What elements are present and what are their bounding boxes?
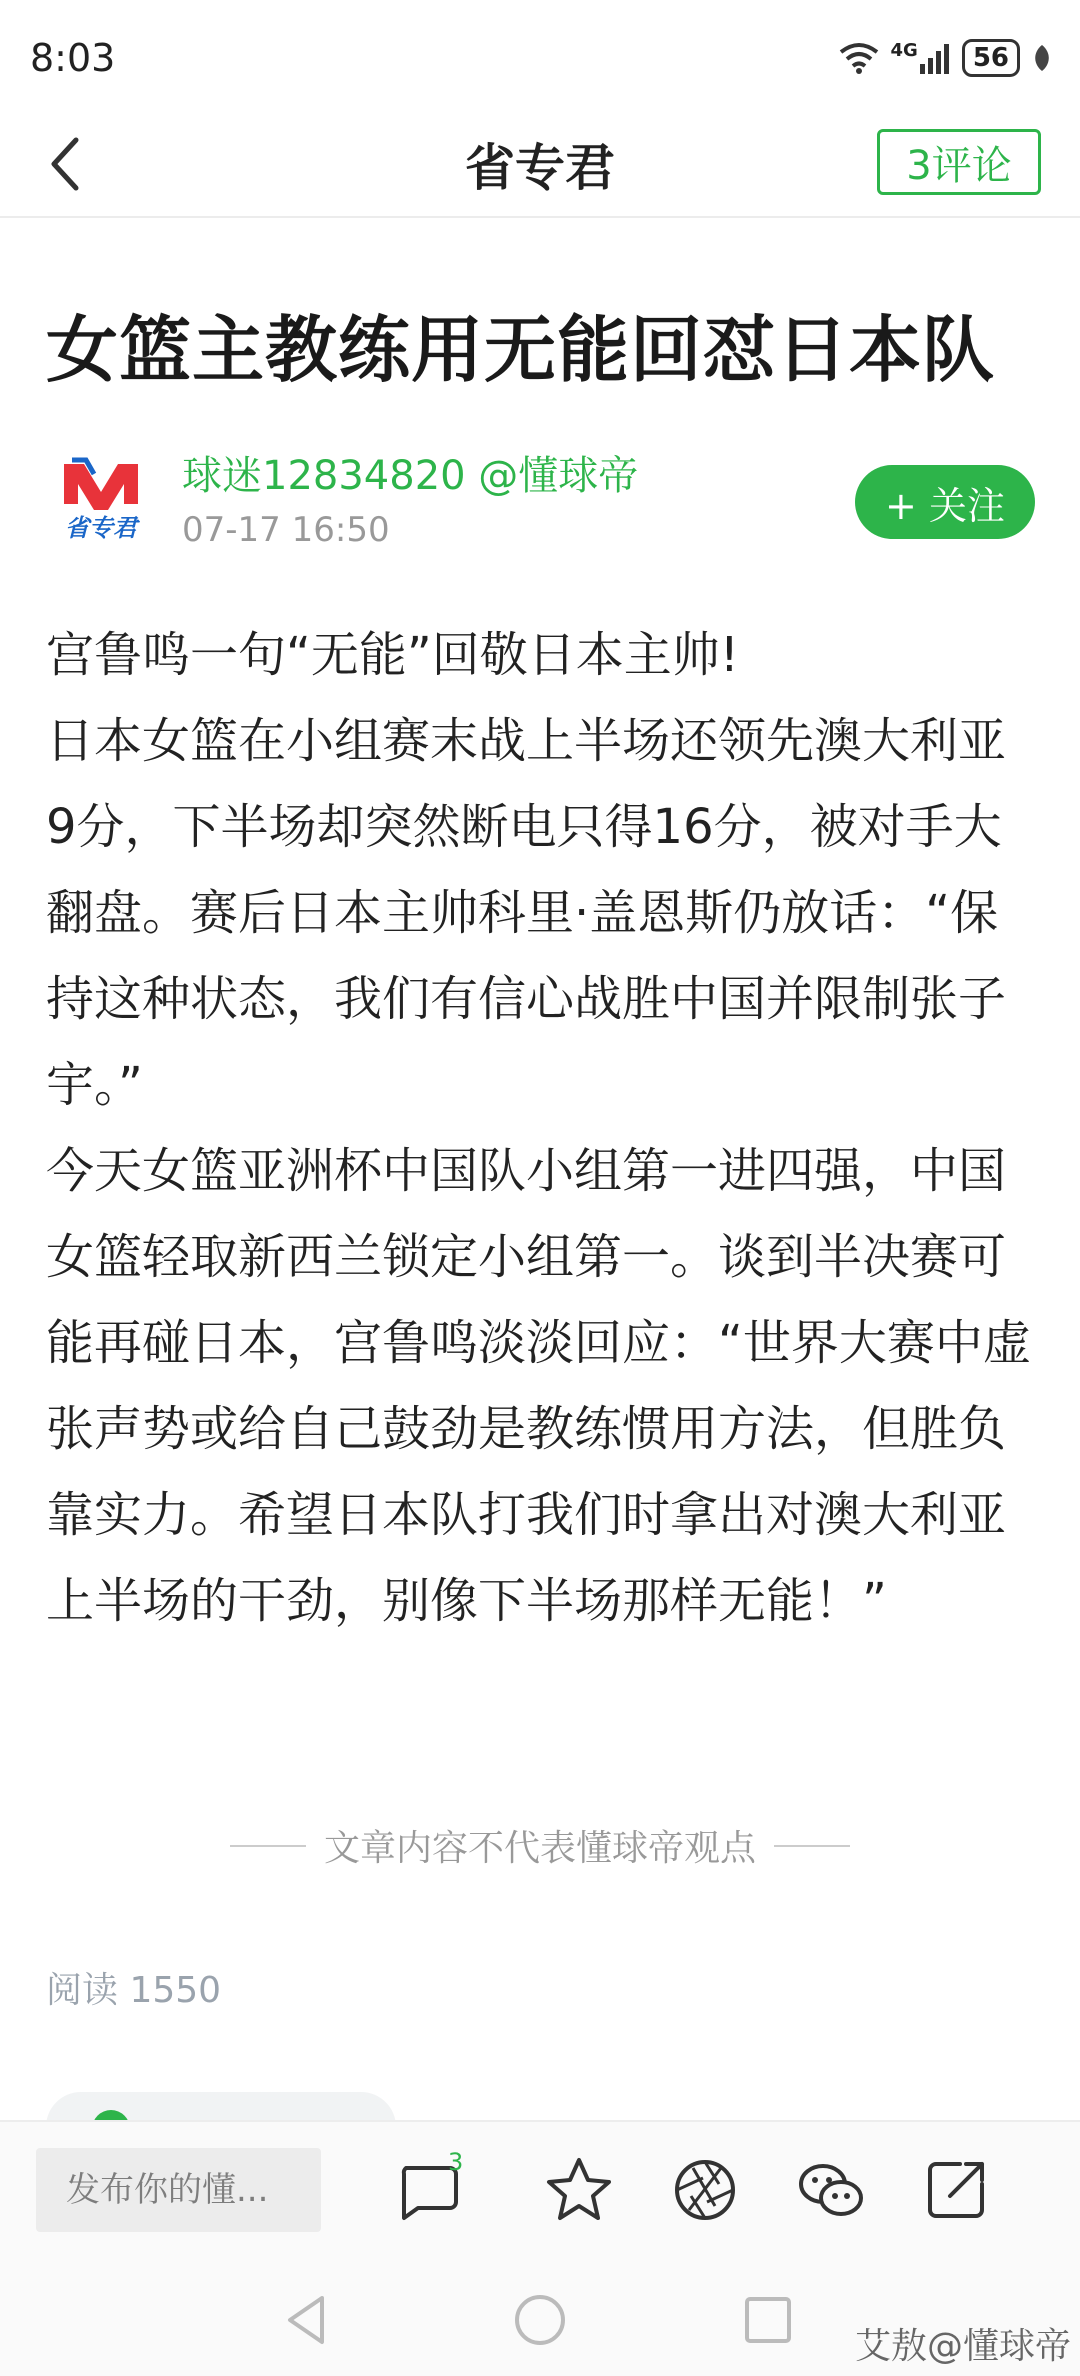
divider-line <box>774 1845 850 1847</box>
publish-date: 07-17 16:50 <box>182 510 390 550</box>
article-paragraph: 宫鲁鸣一句“无能”回敬日本主帅! <box>46 627 739 683</box>
signal-icon <box>920 42 950 74</box>
nav-recents-icon[interactable] <box>738 2290 798 2350</box>
avatar-text: 省专君 <box>65 514 137 542</box>
article-paragraph: 日本女篮在小组赛末战上半场还领先澳大利亚9分，下半场却突然断电只得16分，被对手大翻盘。赛后日本主帅科里·盖恩斯仍放话：“保持这种状态，我们有信心战胜中国并限制张子宇。” <box>46 713 1007 1113</box>
nav-back-icon[interactable] <box>278 2290 338 2350</box>
status-icons <box>839 36 1053 80</box>
wifi-icon <box>839 42 879 74</box>
article-body <box>46 612 1036 1644</box>
header-divider <box>0 216 1080 218</box>
watermark: 艾敖@懂球帝 <box>855 2326 1072 2367</box>
comment-count-badge: 3 <box>448 2148 464 2176</box>
author-avatar[interactable] <box>54 452 148 546</box>
follow-button[interactable]: + 关注 <box>855 465 1035 539</box>
article-title: 女篮主教练用无能回怼日本队 <box>46 308 996 392</box>
battery-indicator: 56 <box>962 39 1020 77</box>
article-paragraph: 今天女篮亚洲杯中国队小组第一进四强，中国女篮轻取新西兰锁定小组第一。谈到半决赛可能再碰日本，宫鲁鸣淡淡回应：“世界大赛中虚张声势或给自己鼓劲是教练惯用方法，但胜负靠实力。希望日本队打我们时拿出对澳大利亚上半场的干劲，别像下半场那样无能！” <box>46 1143 1031 1629</box>
network-label: 4G <box>890 40 918 61</box>
read-count: 阅读 1550 <box>46 1970 222 2011</box>
wechat-icon[interactable] <box>795 2154 867 2226</box>
page-title: 省专君 <box>465 139 615 197</box>
leaf-icon <box>1032 43 1052 73</box>
comments-button[interactable]: 3评论 <box>877 129 1041 195</box>
star-icon[interactable] <box>543 2154 615 2226</box>
disclaimer-text: 文章内容不代表懂球帝观点 <box>323 1828 756 1869</box>
status-time: 8:03 <box>30 36 116 80</box>
disclaimer <box>0 1820 1080 1871</box>
comment-input[interactable] <box>36 2148 321 2232</box>
aperture-icon[interactable] <box>669 2154 741 2226</box>
divider-line <box>230 1845 306 1847</box>
nav-home-icon[interactable] <box>510 2290 570 2350</box>
author-name[interactable]: 球迷12834820 @懂球帝 <box>182 453 639 499</box>
share-icon[interactable] <box>920 2154 992 2226</box>
